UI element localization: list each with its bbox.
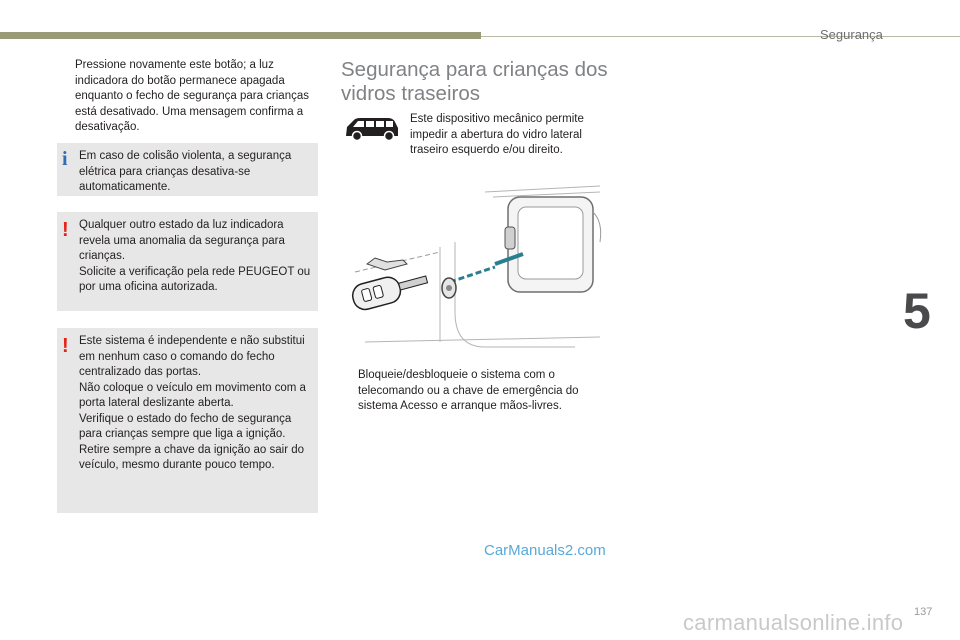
intro-text: Este dispositivo mecânico permite impedir a abertura do vidro lateral traseiro esquerdo e/ou direito. — [410, 113, 584, 156]
warning-note-line: Qualquer outro estado da luz indicadora revela uma anomalia da segurança para crianças. — [79, 219, 285, 262]
chapter-number: 5 — [903, 283, 931, 339]
instruction-text: Pressione novamente este botão; a luz indicadora do botão permanece apagada enquanto o fecho de segurança para crianças está desativado. Uma mensagem confirma a desativação. — [75, 59, 309, 133]
warning-note-line: Verifique o estado do fecho de segurança para crianças sempre que liga a ignição. — [79, 412, 292, 440]
warning-note — [57, 328, 318, 513]
warning-note-line: Solicite a verificação pela rede PEUGEOT ou por uma oficina autorizada. — [79, 265, 311, 293]
van-icon — [344, 114, 400, 142]
footer-watermark: carmanualsonline.info — [683, 610, 904, 635]
instruction-bullet — [341, 368, 616, 415]
child-lock-illustration — [345, 182, 605, 357]
warning-note-line: Este sistema é independente e não substitui em nenhum caso o comando do fecho centralizado das portas. — [79, 335, 305, 378]
section-title: Segurança — [820, 27, 883, 42]
header-accent-bar — [0, 32, 481, 39]
instruction-text: Bloqueie/desbloqueie o sistema com o telecomando ou a chave de emergência do sistema Acesso e arranque mãos-livres. — [358, 369, 579, 412]
info-icon: i — [62, 148, 68, 170]
watermark-link[interactable]: CarManuals2.com — [484, 542, 606, 559]
warning-note — [57, 212, 318, 311]
warning-note-line: Retire sempre a chave da ignição ao sair do veículo, mesmo durante pouco tempo. — [79, 443, 305, 471]
warning-note-line: Não coloque o veículo em movimento com a porta lateral deslizante aberta. — [79, 381, 306, 409]
section-heading: Segurança para crianças dos vidros traseiros — [341, 58, 608, 105]
page-number: 137 — [914, 606, 933, 618]
warning-icon: ! — [62, 219, 69, 241]
warning-icon: ! — [62, 335, 69, 357]
info-note — [57, 143, 318, 196]
info-note-text: Em caso de colisão violenta, a segurança elétrica para crianças desativa-se automaticamente. — [79, 150, 292, 193]
header-rule — [481, 36, 960, 37]
instruction-bullet — [58, 58, 320, 136]
